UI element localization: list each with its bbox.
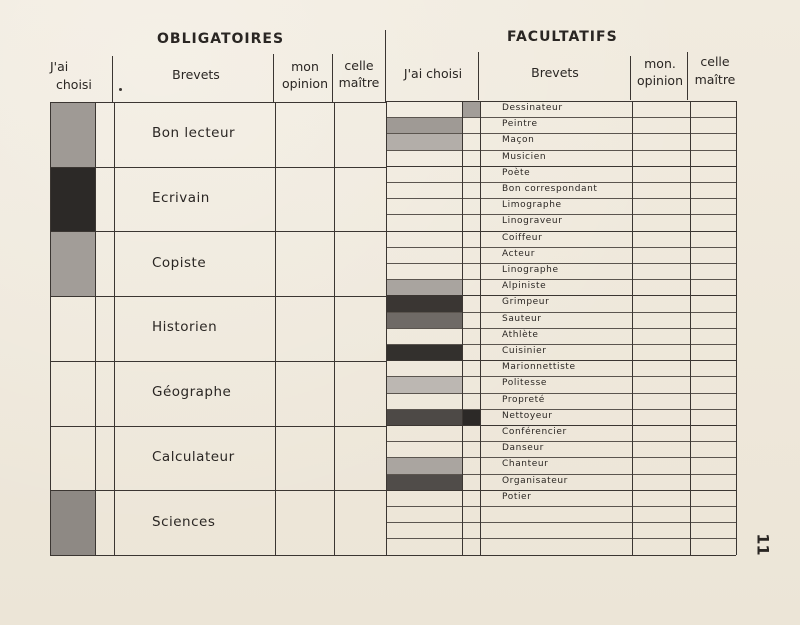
column-divider (632, 101, 633, 555)
choice-fill (387, 280, 462, 295)
choice-fill (387, 475, 462, 490)
row-divider (386, 101, 736, 102)
row-divider (386, 522, 736, 523)
row-divider (386, 198, 736, 199)
header-mon-right: mon. (644, 56, 676, 71)
brevet-label: Cuisinier (502, 346, 547, 356)
brevet-label: Politesse (502, 378, 547, 389)
row-divider (386, 490, 736, 491)
brevet-label: Acteur (502, 248, 536, 259)
row-divider (386, 182, 736, 183)
row-divider (386, 150, 736, 151)
row-divider (386, 555, 736, 556)
header-jai-choisi-right: J'ai choisi (403, 66, 463, 81)
row-divider (386, 263, 736, 264)
row-divider (386, 166, 736, 167)
brevet-label: Chanteur (502, 459, 549, 470)
header-divider (687, 52, 688, 100)
header-divider (273, 54, 274, 102)
row-divider (386, 231, 736, 232)
row-divider (386, 117, 736, 118)
brevet-label: Danseur (502, 443, 544, 454)
choice-fill (51, 232, 95, 296)
header-divider (630, 56, 631, 100)
brevet-label: Copiste (152, 254, 207, 271)
row-divider (386, 474, 736, 475)
row-divider (386, 441, 736, 442)
header-divider (112, 56, 113, 102)
brevet-label: Peintre (502, 119, 538, 130)
brevet-label: Musicien (502, 151, 547, 162)
header-maitre-left: maître (338, 75, 380, 90)
row-divider (386, 214, 736, 215)
choice-fill (51, 168, 95, 232)
title-facultatifs: FACULTATIFS (507, 29, 618, 45)
row-divider (50, 102, 386, 103)
brevet-label: Linographe (502, 265, 559, 275)
row-divider (386, 457, 736, 458)
row-divider (386, 425, 736, 426)
brevet-label: Grimpeur (502, 297, 550, 308)
choice-fill-small (463, 102, 480, 117)
row-divider (386, 393, 736, 394)
row-divider (386, 360, 736, 361)
brevet-label: Alpiniste (502, 281, 547, 292)
brevet-label: Ecrivain (152, 190, 210, 207)
brevet-label: Géographe (152, 384, 232, 401)
row-divider (386, 376, 736, 377)
brevet-label: Sciences (152, 513, 216, 530)
brevet-label: Potier (502, 491, 532, 502)
choice-fill (387, 313, 462, 328)
row-divider (386, 344, 736, 345)
row-divider (50, 296, 386, 297)
header-opinion-right: opinion (636, 73, 684, 88)
row-divider (386, 247, 736, 248)
column-divider (95, 102, 96, 555)
column-divider (386, 101, 387, 555)
column-divider (480, 101, 481, 555)
header-opinion-left: opinion (281, 76, 329, 91)
row-divider (50, 361, 386, 362)
row-divider (386, 295, 736, 296)
row-divider (386, 506, 736, 507)
ink-dot (119, 88, 122, 91)
column-divider (462, 101, 463, 555)
header-brevets-right: Brevets (531, 65, 579, 80)
brevet-label: Organisateur (502, 475, 568, 486)
header-divider-center (385, 30, 386, 102)
column-divider (50, 102, 51, 555)
header-celle-left: celle (344, 58, 374, 73)
brevet-label: Bon correspondant (502, 184, 598, 194)
brevet-label: Limographe (502, 200, 562, 211)
row-divider (50, 490, 386, 491)
choice-fill (51, 491, 95, 555)
brevet-label: Historien (152, 319, 218, 336)
page-number: 11 (753, 533, 773, 556)
header-divider (478, 52, 479, 100)
choice-fill (387, 296, 462, 311)
brevet-label: Marionnettiste (502, 362, 576, 373)
brevet-label: Sauteur (502, 313, 542, 324)
row-divider (50, 231, 386, 232)
choice-fill (387, 377, 462, 392)
column-divider (334, 102, 335, 555)
row-divider (386, 133, 736, 134)
brevet-label: Bon lecteur (152, 125, 236, 142)
header-mon-left: mon (291, 59, 319, 74)
choice-fill (387, 458, 462, 473)
row-divider (50, 426, 386, 427)
column-divider (114, 102, 115, 555)
brevet-label: Coiffeur (502, 232, 543, 243)
header-jai: J'ai (50, 59, 69, 74)
choice-fill (387, 410, 462, 425)
brevet-label: Poète (502, 167, 531, 178)
header-divider (332, 54, 333, 102)
row-divider (386, 409, 736, 410)
choice-fill (387, 134, 462, 149)
header-celle-right: celle (700, 54, 730, 69)
choice-fill (387, 118, 462, 133)
header-maitre-right: maître (694, 72, 736, 87)
column-divider (690, 101, 691, 555)
row-divider (50, 555, 386, 556)
brevet-label: Linograveur (502, 216, 563, 227)
row-divider (386, 538, 736, 539)
choice-fill (51, 103, 95, 167)
header-choisi: choisi (56, 77, 92, 92)
row-divider (386, 312, 736, 313)
column-divider (736, 101, 737, 555)
brevet-label: Propreté (502, 394, 545, 405)
brevet-label: Athlète (502, 329, 539, 340)
column-divider (275, 102, 276, 555)
title-obligatoires: OBLIGATOIRES (157, 31, 285, 47)
row-divider (386, 328, 736, 329)
brevet-label: Calculateur (152, 448, 235, 465)
choice-fill (387, 345, 462, 360)
header-brevets-left: Brevets (172, 67, 220, 82)
brevet-label: Dessinateur (502, 103, 563, 113)
brevet-label: Maçon (502, 135, 535, 146)
brevet-label: Nettoyeur (502, 410, 553, 421)
choice-fill-small (463, 410, 480, 425)
row-divider (50, 167, 386, 168)
row-divider (386, 279, 736, 280)
brevet-label: Conférencier (502, 427, 567, 437)
